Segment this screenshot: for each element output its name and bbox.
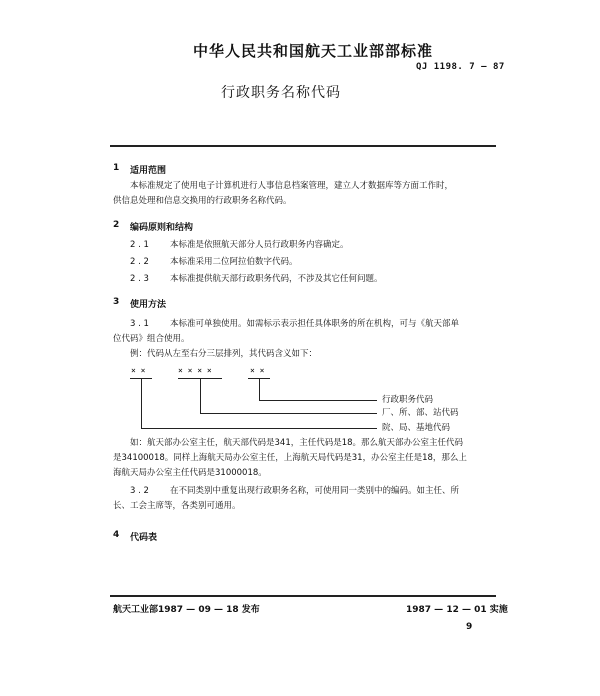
section-1-text-line-2: 供信息处理和信息交换用的行政职务名称代码。: [113, 196, 292, 206]
clause-2-3-text: 本标准提供航天部行政职务代码，不涉及其它任何问题。: [170, 274, 383, 284]
clause-3-2-line-1: 在不同类别中重复出现行政职务名称，可使用同一类别中的编码。如主任、所: [170, 486, 460, 496]
leader-vertical-institute: [141, 379, 142, 428]
clause-3-1-number: 3 . 1: [130, 319, 149, 329]
clause-2-1-number: 2 . 1: [130, 240, 149, 250]
code-group-unit: × × × ×: [178, 366, 212, 375]
leader-vertical-position: [259, 379, 260, 400]
header-rule: [110, 145, 496, 147]
document-title: 中华人民共和国航天工业部部标准: [193, 42, 434, 60]
clause-2-2-text: 本标准采用二位阿拉伯数字代码。: [170, 257, 298, 267]
clause-3-1-line-1: 本标准可单独使用。如需标示表示担任具体职务的所在机构，可与《航天部单: [170, 319, 460, 329]
leader-horizontal-institute: [141, 428, 377, 429]
clause-2-3-number: 2 . 3: [130, 274, 149, 284]
section-1-text-line-1: 本标准规定了使用电子计算机进行人事信息档案管理，建立人才数据库等方面工作时，: [130, 181, 454, 191]
leader-horizontal-position: [259, 400, 377, 401]
standard-code: QJ 1198. 7 — 87: [416, 62, 505, 72]
example-line-3: 海航天局办公室主任代码是31000018。: [113, 468, 267, 478]
legend-institute-code: 院、局、基地代码: [382, 423, 451, 433]
section-2-title: 编码原则和结构: [130, 223, 194, 233]
code-group-position: × ×: [250, 366, 265, 375]
section-3-number: 3: [113, 297, 120, 307]
section-1-title: 适用范围: [130, 166, 167, 176]
leader-horizontal-unit: [200, 413, 377, 414]
document-subtitle: 行政职务名称代码: [221, 85, 341, 101]
section-2-number: 2: [113, 220, 120, 230]
example-intro: 例：代码从左至右分三层排列，其代码含义如下：: [130, 349, 318, 359]
example-line-2: 是34100018。同样上海航天局办公室主任，上海航天局代码是31，办公室主任是18，那么上: [113, 453, 467, 463]
section-4-title: 代码表: [130, 533, 158, 543]
issued-date: 航天工业部1987 — 09 — 18 发布: [113, 605, 260, 615]
code-group-institute: × ×: [131, 366, 146, 375]
section-4-number: 4: [113, 530, 120, 540]
clause-3-2-line-2: 长、工会主席等，各类别可通用。: [113, 501, 241, 511]
legend-position-code: 行政职务代码: [382, 395, 434, 405]
legend-unit-code: 厂、所、部、站代码: [382, 408, 459, 418]
example-line-1: 如：航天部办公室主任，航天部代码是341，主任代码是18。那么航天部办公室主任代码: [130, 438, 464, 448]
section-1-number: 1: [113, 163, 120, 173]
page-number: 9: [466, 622, 473, 632]
footer-rule: [110, 595, 496, 597]
clause-3-2-number: 3 . 2: [130, 486, 149, 496]
clause-3-1-line-2: 位代码》组合使用。: [113, 334, 190, 344]
clause-2-1-text: 本标准是依照航天部分人员行政职务内容确定。: [170, 240, 349, 250]
section-3-title: 使用方法: [130, 300, 167, 310]
effective-date: 1987 — 12 — 01 实施: [406, 605, 508, 615]
leader-vertical-unit: [200, 379, 201, 413]
clause-2-2-number: 2 . 2: [130, 257, 149, 267]
